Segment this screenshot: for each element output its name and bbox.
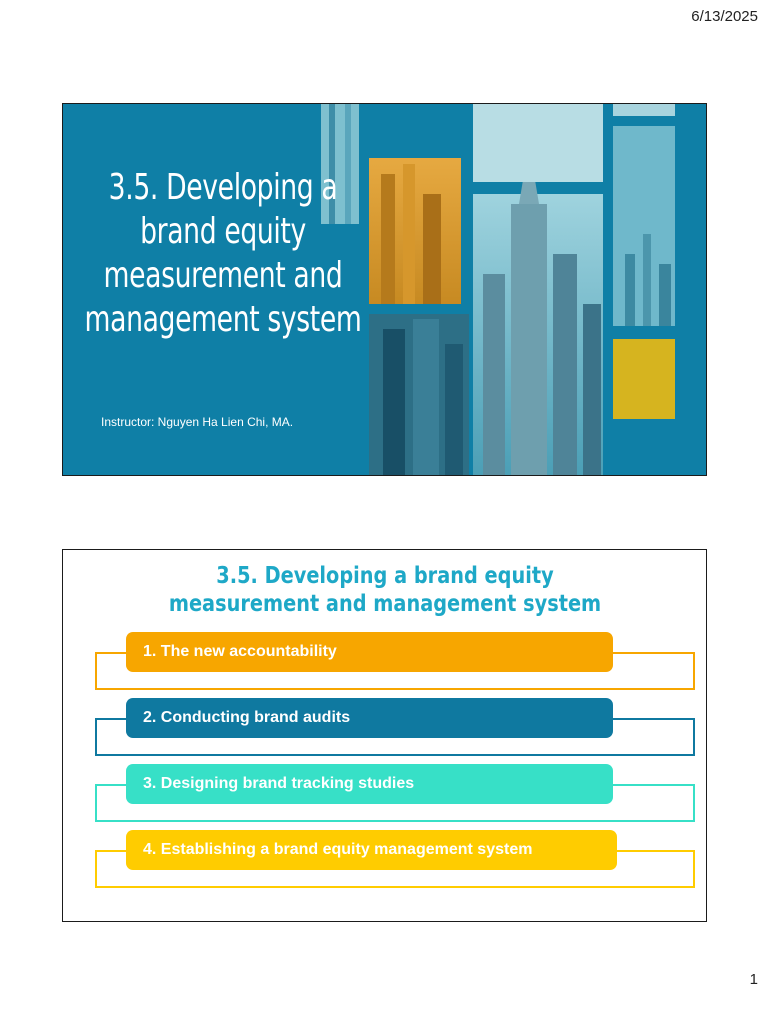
agenda-slide	[62, 549, 707, 922]
page-number: 1	[749, 971, 758, 988]
slide1-title: 3.5. Developing a brand equity measurement and management system	[84, 167, 362, 340]
title-slide	[62, 103, 707, 476]
header-date: 6/13/2025	[691, 8, 758, 25]
slide1-instructor: Instructor: Nguyen Ha Lien Chi, MA.	[101, 415, 294, 429]
agenda-item-2-bar: 2. Conducting brand audits	[126, 698, 613, 738]
agenda-item-1-bar: 1. The new accountability	[126, 632, 613, 672]
agenda-item-4-bar: 4. Establishing a brand equity management system	[126, 830, 617, 870]
slide2-title: 3.5. Developing a brand equity measurement and management system	[168, 563, 601, 617]
agenda-item-3-bar: 3. Designing brand tracking studies	[126, 764, 613, 804]
